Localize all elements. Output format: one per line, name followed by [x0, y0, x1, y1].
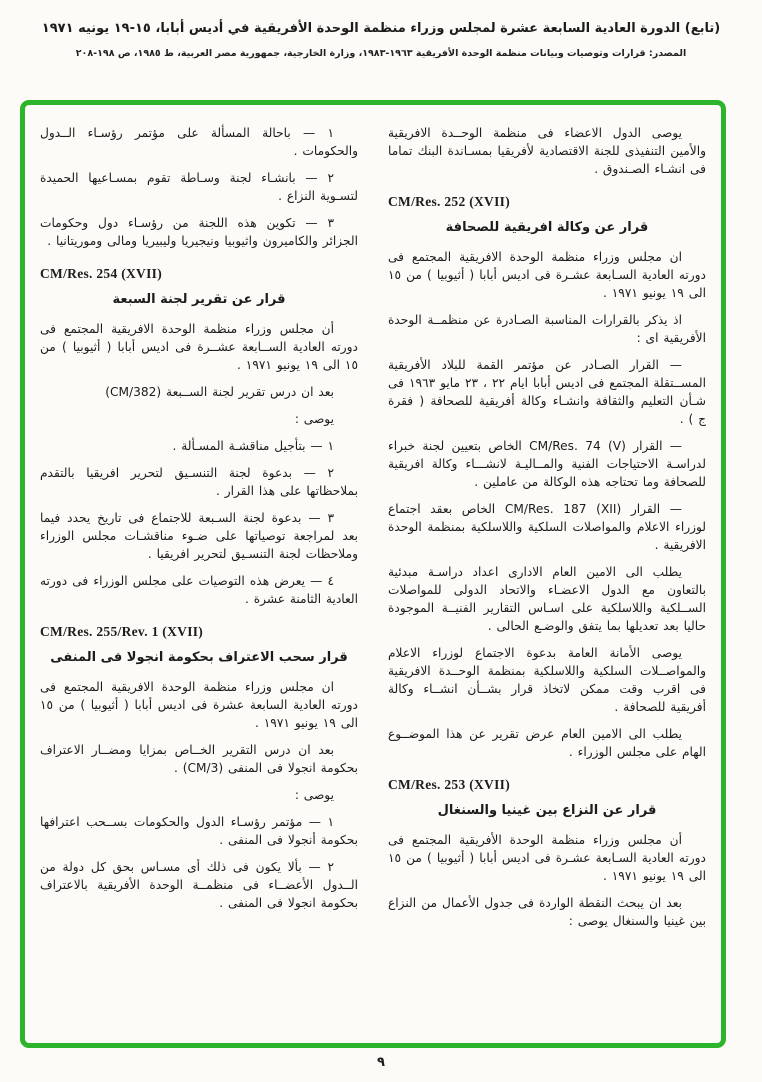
paragraph: أن مجلس وزراء منظمة الوحدة الافريقية المجتمع فى دورته العادية الســابعة عشــرة فى اديس أبابا ( أثيوبيا ) من ١٥ الى ١٩ يونيو ١٩٧١ .	[40, 322, 358, 372]
paragraph: يوصى الأمانة العامة بدعوة الاجتماع لوزراء الاعلام والمواصــلات السلكية واللاسلكية بمنظمة الوحــدة الافريقية فى اقرب وقت ممكن لاتخاذ قرار بشــأن انشــاء وكالة أفريقية للصحافة .	[388, 646, 706, 714]
paragraph: ٢ — بانشـاء لجنة وسـاطة تقوم بمسـاعيها الحميدة لتسـوية النزاع .	[40, 171, 358, 203]
paragraph: ٢ — بدعوة لجنة التنسـيق لتحرير افريقيا بالتقدم بملاحظاتها على هذا القرار .	[40, 466, 358, 498]
paragraph: — القرار CM/Res. 187 (XII) الخاص بعقد اجتماع لوزراء الاعلام والمواصلات السلكية واللاسلكية بمنظمة الوحدة الافريقية .	[388, 502, 706, 552]
two-column-text-area	[40, 124, 706, 1026]
paragraph: ١ — باحالة المسألة على مؤتمر رؤسـاء الــدول والحكومات .	[40, 126, 358, 158]
document-source-line: المصدر: قرارات وتوصيات وبيانات منظمة الوحدة الأفريقية ١٩٦٣-١٩٨٣، وزارة الخارجية، جمهورية مصر العربية، ط ١٩٨٥، ص ١٩٨-٢٠٨	[75, 48, 687, 59]
resolution-title: قرار عن وكالة افريقية للصحافة	[445, 220, 649, 235]
paragraph: ان مجلس وزراء منظمة الوحدة الافريقية المجتمع فى دورته العادية السابعة عشرة فى اديس أبابا ( أثيوبيا ) من ١٥ الى ١٩ يونيو ١٩٧١ .	[40, 680, 358, 730]
document-title: (تابع) الدورة العادية السابعة عشرة لمجلس وزراء منظمة الوحدة الأفريقية في أديس أبابا، ١٥-١٩ يونيه ١٩٧١	[41, 21, 721, 36]
paragraph: بعد ان يبحث النقطة الواردة فى جدول الأعمال من النزاع بين غينيا والسنغال يوصى :	[388, 896, 706, 928]
paragraph: ٣ — بدعوة لجنة السـبعة للاجتماع فى تاريخ يحدد فيما بعد لمراجعة توصياتها على ضـوء مناقشـات مجلس الوزراء وملاحظات لجنة التنسـيق لتحرير افريقيا .	[40, 511, 358, 561]
page-header	[0, 20, 762, 59]
paragraph: بعد ان درس التقرير الخــاص بمزايا ومضــار الاعتراف بحكومة انجولا فى المنفى (CM/3) .	[40, 743, 358, 775]
resolution-title: قرار سحب الاعتراف بحكومة انجولا فى المنفى	[50, 650, 348, 665]
paragraph: ١ — مؤتمر رؤسـاء الدول والحكومات بســحب اعترافها بحكومة أنجولا فى المنفى .	[40, 815, 358, 847]
paragraph: يطلب الى الامين العام الادارى اعداد دراسـة مبدئية بالتعاون مع الدول الاعضـاء والاتحاد الدولى للمواصلات الســلكية واللاسلكية على اسـاس التقارير الفنيــة الموجودة حاليا بعد تعديلها بما يتفق والوضـع الحالى .	[388, 565, 706, 633]
paragraph: — القرار الصـادر عن مؤتمر القمة للبلاد الأفريقية المســتقلة المجتمع فى اديس أبابا ايام ٢٢ ، ٢٣ مايو ١٩٦٣ فى شـأن التعليم والثقافة وانشـاء وكالة أفريقية للصحافة ( فقرة ج ) .	[388, 358, 706, 426]
text-column-left	[40, 124, 358, 1026]
paragraph: اذ يذكر بالقرارات المناسبة الصـادرة عن منظمــة الوحدة الأفريقية اى :	[388, 313, 706, 345]
paragraph: بعد ان درس تقرير لجنة الســبعة (CM/382)	[105, 385, 334, 399]
paragraph: يوصى :	[294, 788, 334, 802]
resolution-number: CM/Res. 255/Rev. 1 (XVII)	[40, 624, 204, 639]
paragraph: — القرار CM/Res. 74 (V) الخاص بتعيين لجنة خبراء لدراسـة الاحتياجات الفنية والمــاليـة لانشـــاء وكالة افريقية للصحافة وما تحتاجه هذه الوكالة من عاملين .	[388, 439, 706, 489]
paragraph: ١ — بتأجيل مناقشـة المسـألة .	[172, 439, 334, 453]
paragraph: يوصى الدول الاعضاء فى منظمة الوحــدة الافريقية والأمين التنفيذى للجنة الاقتصادية لأفريقيا بمسـاندة البنك تماما فى انشـاء الصـندوق .	[388, 126, 706, 176]
paragraph: يطلب الى الامين العام عرض تقرير عن هذا الموضــوع الهام على مجلس الوزراء .	[388, 727, 706, 759]
resolution-number: CM/Res. 253 (XVII)	[388, 777, 511, 792]
paragraph: ان مجلس وزراء منظمة الوحدة الافريقية المجتمع فى دورته العادية السـابعة عشـرة فى اديس أبابا ( أثيوبيا ) من ١٥ الى ١٩ يونيو ١٩٧١ .	[388, 250, 706, 300]
text-column-right	[388, 124, 706, 1026]
resolution-number: CM/Res. 252 (XVII)	[388, 194, 511, 209]
paragraph: ٤ — يعرض هذه التوصيات على مجلس الوزراء فى دورته العادية الثامنة عشرة .	[40, 574, 358, 606]
resolution-number: CM/Res. 254 (XVII)	[40, 266, 163, 281]
paragraph: يوصى :	[294, 412, 334, 426]
page-number: ٩	[377, 1055, 385, 1070]
paragraph: ٢ — بألا يكون فى ذلك أى مسـاس بحق كل دولة من الــدول الأعضــاء فى منظمــة الوحدة الأفريقية بالاعتراف بحكومة انجولا فى المنفى .	[40, 860, 358, 910]
resolution-title: قرار عن تقرير لجنة السبعة	[112, 292, 286, 307]
paragraph: أن مجلس وزراء منظمة الوحدة الأفريقية المجتمع فى دورته العادية السـابعة عشـرة فى اديس أبابا ( أثيوبيا ) من ١٥ الى ١٩ يونيو ١٩٧١ .	[388, 833, 706, 883]
paragraph: ٣ — تكوين هذه اللجنة من رؤسـاء دول وحكومات الجزائر والكاميرون واثيوبيا ونيجيريا وليبيريا ومالى وموريتانيا .	[40, 216, 358, 248]
resolution-title: قرار عن النزاع بين غينيا والسنغال	[437, 803, 657, 818]
